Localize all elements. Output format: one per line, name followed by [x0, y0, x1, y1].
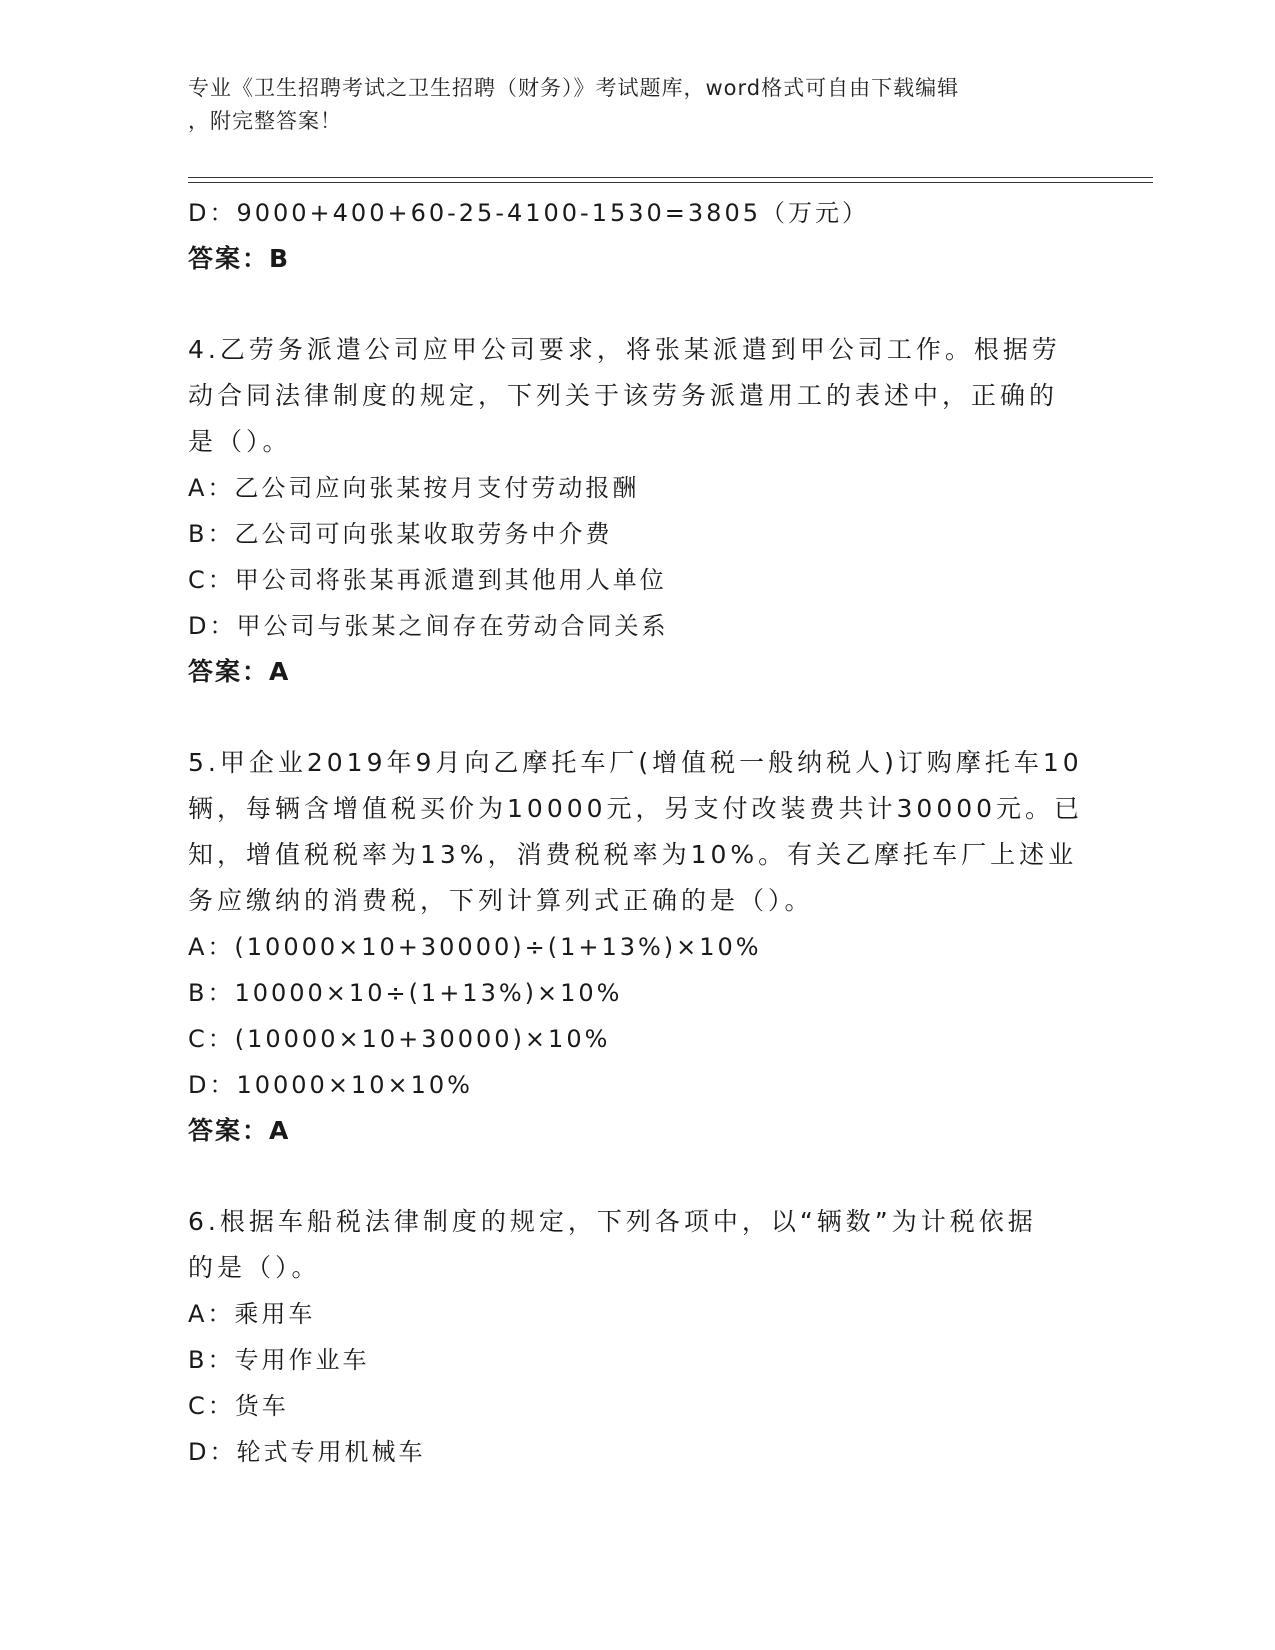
- q5-stem-line-3: 知，增值税税率为13%，消费税税率为10%。有关乙摩托车厂上述业: [188, 840, 1078, 869]
- q6-option-a: A：乘用车: [188, 1300, 316, 1328]
- question-4: [188, 327, 1088, 695]
- q4-stem-line-1: 4.乙劳务派遣公司应甲公司要求，将张某派遣到甲公司工作。根据劳: [188, 335, 1061, 364]
- q5-option-d: D：10000×10×10%: [188, 1071, 473, 1099]
- q4-option-d: D：甲公司与张某之间存在劳动合同关系: [188, 612, 669, 640]
- q6-option-c: C：货车: [188, 1392, 289, 1420]
- header-divider-top: [188, 177, 1153, 178]
- q4-option-b: B：乙公司可向张某收取劳务中介费: [188, 520, 613, 548]
- q5-option-c: C：(10000×10+30000)×10%: [188, 1025, 611, 1053]
- header-divider-bottom: [188, 182, 1153, 183]
- q4-stem-line-3: 是（）。: [188, 427, 292, 456]
- q5-option-b: B：10000×10÷(1+13%)×10%: [188, 979, 623, 1007]
- page-header: [188, 72, 1088, 138]
- question-6: [188, 1199, 1088, 1475]
- header-line-2: ，附完整答案！: [188, 109, 342, 133]
- q4-option-a: A：乙公司应向张某按月支付劳动报酬: [188, 474, 640, 502]
- q5-answer: 答案：A: [188, 1116, 291, 1145]
- spacer: [188, 1154, 1088, 1199]
- header-line-1: 专业《卫生招聘考试之卫生招聘（财务）》考试题库，word格式可自由下载编辑: [188, 76, 960, 100]
- spacer: [188, 282, 1088, 327]
- q3-option-d: D：9000+400+60-25-4100-1530=3805（万元）: [188, 199, 869, 227]
- q5-option-a: A：(10000×10+30000)÷(1+13%)×10%: [188, 933, 762, 961]
- q5-stem-line-4: 务应缴纳的消费税，下列计算列式正确的是（）。: [188, 886, 814, 915]
- q6-option-d: D：轮式专用机械车: [188, 1438, 426, 1466]
- q4-option-c: C：甲公司将张某再派遣到其他用人单位: [188, 566, 667, 594]
- q4-stem-line-2: 动合同法律制度的规定，下列关于该劳务派遣用工的表述中，正确的: [188, 381, 1059, 410]
- q5-stem-line-2: 辆，每辆含增值税买价为10000元，另支付改装费共计30000元。已: [188, 794, 1084, 823]
- question-3-tail: [188, 190, 1088, 282]
- q6-stem-line-1: 6.根据车船税法律制度的规定，下列各项中，以“辆数”为计税依据: [188, 1207, 1037, 1236]
- q6-stem-line-2: 的是（）。: [188, 1253, 321, 1282]
- q5-stem-line-1: 5.甲企业2019年9月向乙摩托车厂(增值税一般纳税人)订购摩托车10: [188, 748, 1083, 777]
- q6-option-b: B：专用作业车: [188, 1346, 370, 1374]
- q4-answer: 答案：A: [188, 657, 291, 686]
- question-content: [188, 190, 1088, 1475]
- question-5: [188, 740, 1088, 1154]
- q3-answer: 答案：B: [188, 244, 291, 273]
- spacer: [188, 695, 1088, 740]
